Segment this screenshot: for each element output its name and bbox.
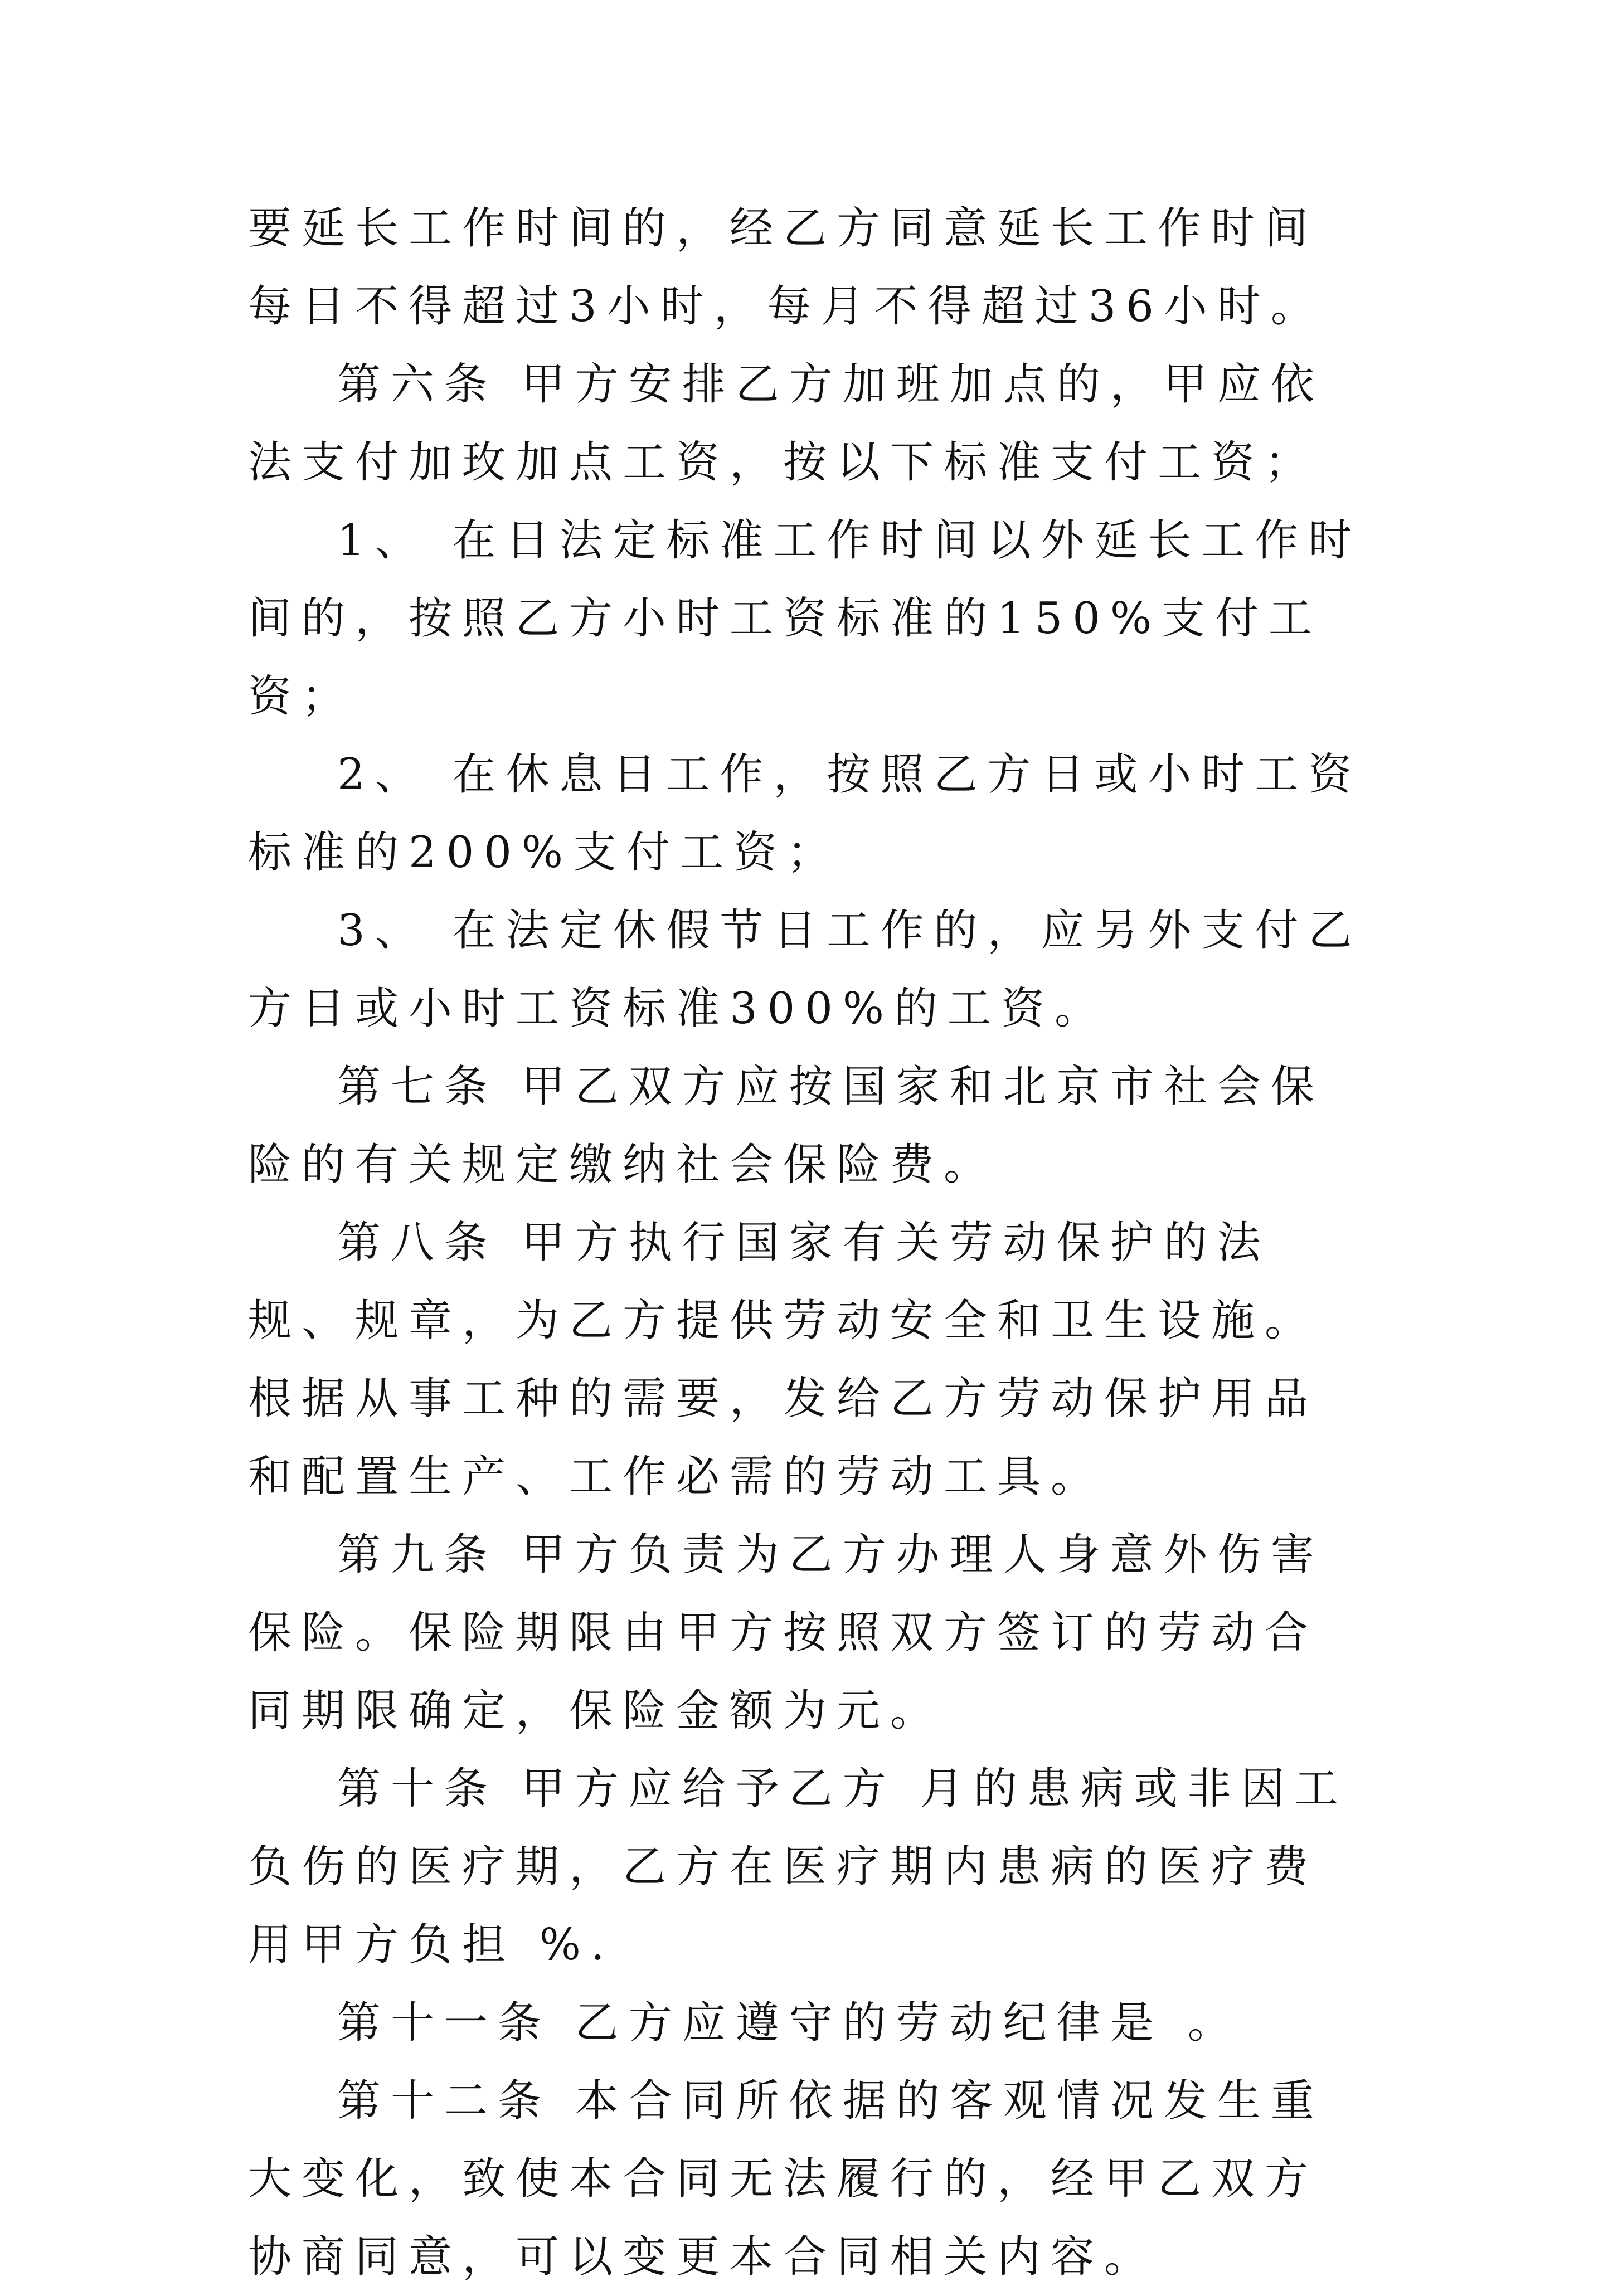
article-7: 第七条 甲乙双方应按国家和北京市社会保险的有关规定缴纳社会保险费。 — [248, 1062, 1324, 1190]
article-6: 第六条 甲方安排乙方加班加点的，甲应依法支付加玫加点工资，按以下标准支付工资； — [248, 359, 1324, 488]
article-6-item-2: 2、 在休息日工作，按照乙方日或小时工资标准的200%支付工资； — [248, 750, 1362, 878]
article-6-item-1: 1、 在日法定标准工作时间以外延长工作时间的，按照乙方小时工资标准的150%支付工资； — [248, 515, 1362, 722]
article-12: 第十二条 本合同所依据的客观情况发生重大变化，致使本合同无法履行的，经甲乙双方协商同意，可以变更本合同相关内容。 — [248, 2076, 1324, 2282]
article-6-item-3: 3、 在法定休假节日工作的，应另外支付乙方日或小时工资标准300%的工资。 — [248, 906, 1362, 1034]
article-8: 第八条 甲方执行国家有关劳动保护的法规、规章，为乙方提供劳动安全和卫生设施。根据从事工种的需要，发给乙方劳动保护用品和配置生产、工作必需的劳动工具。 — [248, 1218, 1319, 1502]
contract-body — [248, 189, 1371, 2296]
paragraph-continued: 要延长工作时间的，经乙方同意延长工作时间每日不得超过3小时，每月不得超过36小时。 — [248, 203, 1324, 332]
article-9: 第九条 甲方负责为乙方办理人身意外伤害保险。保险期限由甲方按照双方签订的劳动合同期限确定，保险金额为元。 — [248, 1530, 1324, 1736]
article-10: 第十条 甲方应给予乙方 月的患病或非因工负伤的医疗期，乙方在医疗期内患病的医疗费用甲方负担 %. — [248, 1764, 1348, 1970]
article-11: 第十一条 乙方应遵守的劳动纪律是 。 — [337, 1998, 1241, 2048]
